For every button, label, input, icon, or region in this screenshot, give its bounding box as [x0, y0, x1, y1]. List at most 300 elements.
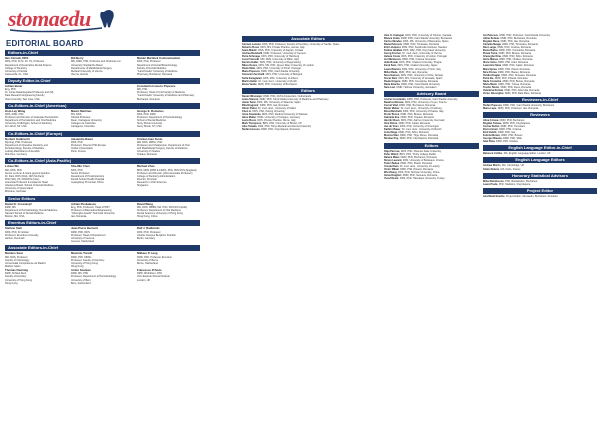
list-entry-name: Andrea Mombelli — [242, 52, 263, 56]
member-affiliation: DMD, MClinDent, PhD — [137, 272, 163, 276]
member-affiliation: University of Bern — [71, 278, 91, 282]
list-entry-name: Nicu Florea — [483, 70, 497, 74]
list-entry: Silvia Marin, DMD, PhD, Tulcea, Romania — [483, 82, 531, 86]
list-entry-name: Hans Muller — [242, 115, 257, 119]
list-entry: George Olteanu, DMD, PhD, Sibiu — [483, 137, 523, 141]
list-entry-name: Victor Mihail — [384, 167, 399, 171]
member-affiliation: and Maxillofacial Surgery, Faculty of Medicine — [137, 147, 188, 151]
list-entry-name: Kerstin Galler — [242, 61, 259, 65]
member-affiliation: Senior Professor — [71, 171, 90, 175]
list-entry: Rita Dragomir, DMD, PhD, Iasi, Romania — [242, 103, 289, 107]
section-header-advisory: Advisory Board — [384, 91, 479, 97]
member-entry — [71, 110, 134, 129]
list-entry: Ovidiu Dragan, DMD, PhD, Suceava, Romania — [483, 73, 536, 77]
list-entry-name: George Olteanu — [483, 137, 502, 141]
member-affiliation: Eng, PhD, Professor, Head of PMT — [71, 205, 110, 209]
member-name: George E. Romanos — [137, 109, 164, 113]
member-entry — [5, 252, 68, 268]
list-entry-name: Luca Francetti — [242, 58, 260, 62]
associate-editors-list — [242, 43, 374, 86]
member-affiliation: University of Queensland — [5, 187, 33, 191]
list-entry: Stefan Popescu, DMD, PhD, Carol Davila University, Bucharest — [483, 103, 555, 107]
list-entry-name: Mihai Dumitrescu — [483, 179, 504, 183]
list-entry: Emil Zamfir, DMD, PhD, Iasi — [483, 131, 516, 135]
list-entry: Ursula Klein, Dr. med. dent., University of Leipzig — [384, 164, 440, 168]
member-affiliation: Department of Restorative Dental Science — [5, 63, 52, 67]
list-entry-name: Flavia Toma — [483, 52, 498, 56]
member-entry — [137, 85, 200, 101]
column-associate-editors — [242, 34, 374, 131]
list-entry: Kenji Sato, DDS, PhD, Osaka University, Japan — [384, 64, 438, 68]
list-entry: Rebecca Collins, MA, English Language Editor, London, UK — [483, 152, 551, 156]
member-affiliation: College of Dentistry Administration — [137, 175, 176, 178]
member-affiliation: "Gheorghe Asachi" Technical University — [71, 212, 115, 216]
list-entry: Roberto Rossi, DDS, MS, Private Practice, Genoa, Italy — [242, 46, 305, 50]
list-entry-name: Florin Stoica — [384, 113, 400, 117]
list-entry: Ilinca Voicu, DMD, PhD, Arad, Romania — [483, 61, 528, 65]
list-entry-name: Ursula Klein — [384, 164, 399, 168]
member-affiliation: Director, Principal — [137, 178, 157, 182]
member-affiliation: Geneva, Switzerland — [71, 240, 95, 244]
list-entry: Georg Fischer, Dr. med. dent., University of Vienna — [384, 52, 442, 56]
list-entry: Ioana Stanciu, DMD, PhD, Carol Davila University of Medicine and Pharmacy — [242, 97, 329, 101]
list-entry-name: Olga Petrova — [384, 149, 400, 153]
list-entry-name: Diana Petrescu — [384, 43, 403, 47]
list-entry: Ion Petrescu, DMD, PhD, Professor, Carol Davila University — [483, 34, 550, 37]
list-entry: Laura Preda, PhD, Statistics, Cluj-Napoca — [483, 182, 531, 186]
list-entry-name: Claire Dubois — [483, 167, 500, 171]
list-entry-name: Raluca Matei — [384, 155, 400, 159]
list-entry-name: Elena Vasile — [242, 82, 257, 86]
member-affiliation: Dental School Health Hospital — [71, 178, 105, 182]
member-affiliation: Professor, Faculty of Dentistry — [71, 258, 105, 262]
list-entry: Carlos Mendez, DDS, MS, University of Barcelona, Spain — [384, 40, 449, 44]
list-entry: Claire Dubois, MA, Paris, France — [483, 167, 521, 171]
list-entry: Hans Muller, DMD, University of Cologne, Germany — [242, 115, 301, 119]
list-entry: Petra Schmage, DDS, PhD, University of Hamburg — [242, 55, 300, 59]
member-entry — [5, 227, 68, 243]
list-entry-name: Yusuf Demir — [384, 176, 399, 180]
list-entry-name: Nikos Donos — [242, 64, 258, 68]
member-affiliation: Stony Brook, NY, USA — [137, 125, 162, 129]
list-entry: Adina Serban, DMD, PhD, Bucharest, Romania — [483, 37, 537, 41]
column-reviewers — [483, 34, 597, 198]
list-entry-name: Ion Marinescu — [384, 58, 401, 62]
editors-list-2 — [384, 150, 479, 180]
member-affiliation: Periodontology, Faculty of Medicine — [5, 147, 45, 151]
section-header-deputy: Deputy Editor-in-Chief — [5, 78, 200, 84]
list-entry: Anna Kowalska, DDS, PhD, Medical University of Warsaw — [242, 112, 308, 116]
list-entry-name: Emil Zamfir — [483, 131, 497, 135]
senior-row — [5, 203, 200, 219]
member-affiliation: Ann Arbor, MI, USA — [5, 125, 27, 129]
member-affiliation: Charité Campus Benjamin Franklin — [137, 233, 176, 237]
list-entry-name: Adina Serban — [483, 37, 500, 41]
list-entry: Flavia Toma, DMD, PhD, Brasov, Romania — [483, 52, 531, 56]
member-affiliation: DMD, MS — [5, 205, 16, 209]
list-entry: Julia Novak, DDS, PhD, Charles University, Prague — [384, 61, 442, 65]
member-affiliation: Professor, Department of Periodontology — [71, 275, 117, 279]
reviewers-chief-list — [483, 104, 597, 110]
list-entry-name: Stefan Popescu — [483, 103, 502, 107]
section-header-editors: Editors — [242, 88, 374, 94]
member-affiliation: Oradea, Romania — [137, 153, 157, 157]
list-entry-name: Julia Novak — [384, 61, 398, 65]
list-entry: Nicolae Pop, DMD, PhD, Cluj-Napoca, Romania — [384, 137, 439, 141]
list-entry-name: Rita Dragomir — [242, 103, 259, 107]
list-entry-name: Radu Enache — [384, 82, 400, 86]
member-affiliation: Boston, MA, USA — [5, 215, 25, 219]
list-entry: Yusuf Demir, DDS, PhD, Hacettepe University, Turkey — [384, 176, 445, 180]
member-entry — [71, 227, 134, 243]
member-name: Bill Berry — [71, 57, 84, 60]
member-affiliation: Bucharest, Romania — [137, 97, 160, 101]
list-entry: Xenia Draghici, DMD, PhD, Suceava, Romania — [384, 173, 438, 177]
member-entry — [137, 203, 200, 219]
member-affiliation: Dental Sciences University of Hong Kong — [137, 212, 183, 216]
member-affiliation: Vliet University, San Jose, USA — [5, 97, 40, 101]
english-editors-list — [483, 164, 597, 170]
list-entry-name: Chen Li — [242, 109, 252, 113]
list-entry: Erik Lindqvist, DDS, PhD, Karolinska Institutet, Sweden — [384, 46, 448, 50]
member-affiliation: MD, DDS, MBBS, MA, PhD, FDS RCS (Edin) — [137, 205, 188, 209]
member-name: Jean-Pierre Bernard — [71, 227, 98, 231]
member-name: Li-Hua Wu — [5, 165, 19, 169]
list-entry: Henrik Olsen, DDS, PhD, Aarhus University, Denmark — [384, 119, 445, 123]
member-affiliation: München, Germany — [5, 153, 27, 157]
member-affiliation: DDS, PhD, Dr.hc, Dr. Hc, Professor — [5, 60, 45, 64]
list-entry-name: Mara Oprea — [483, 67, 497, 71]
member-name: Hom-Lay Wang — [5, 109, 26, 113]
member-affiliation: MD, DMD, PhD, Professor and Chairman em. — [71, 60, 122, 64]
list-entry-name: Martin Heller — [242, 79, 258, 83]
list-entry-name: Elena Barbu — [483, 49, 498, 53]
list-entry: Elena Vasile, DMD, PhD, University of Bucharest — [242, 82, 297, 86]
list-entry-name: Sara Levi — [384, 85, 396, 89]
list-entry-name: Mark Thompson — [242, 122, 262, 126]
list-entry: Maria Lupu, DMD, PhD, Professor, Iasi, Romania — [483, 106, 539, 110]
member-affiliation: DDS, MSD, PhD — [5, 113, 24, 117]
member-name: Daniel E. Grosskopf — [5, 202, 32, 206]
list-entry-name: Irina Dobre — [384, 122, 398, 126]
section-header-senior: Senior Editors — [5, 196, 200, 202]
advisory-board-list — [384, 98, 479, 141]
section-header-assoc-eic: Associate Editors-in-Chief — [5, 245, 200, 251]
list-entry: Carmen Lozano, DDS, PhD, Professor, Faculty of Dentistry, University of Seville, Spain — [242, 43, 340, 46]
member-affiliation: Department of Periodontology, Dental Medicine — [5, 209, 58, 213]
list-entry: Radu Costache, DMD, PhD, Buzau, Romania — [483, 79, 535, 83]
member-affiliation: University of Hong Kong — [5, 278, 32, 282]
list-entry: Florin Stoica, DMD, PhD, Brasov, Romania — [384, 113, 433, 117]
member-affiliation: Departments of Maxillofacial Surgery — [71, 66, 112, 70]
member-affiliation: Professor, Emeritus University — [5, 233, 39, 237]
member-affiliation: College of Dentistry — [5, 66, 27, 70]
list-entry-name: Corina Stefan — [483, 125, 500, 129]
eic-row — [5, 57, 200, 76]
statistical-advisors-list — [483, 180, 597, 186]
member-affiliation: Brisbane, Australia — [5, 190, 26, 194]
list-entry: Javier Sanz, DDS, MS, University of Valencia, Spain — [242, 100, 301, 104]
list-entry-name: Iulia Pana — [483, 140, 495, 144]
list-entry-name: Petra Schmage — [242, 55, 261, 59]
list-entry: Luca Francetti, MD, DDS, University of Milan, Italy — [242, 58, 299, 62]
list-entry: Nikos Donos, DDS, MS, PhD, Queen Mary University of London — [242, 64, 314, 68]
list-entry: Mark Thompson, BDS, PhD, University of Bristol, UK — [242, 122, 302, 126]
member-entry — [137, 252, 200, 268]
list-entry-name: Silvia Marin — [483, 82, 497, 86]
member-affiliation: "Carol Davila" University of Medicine — [137, 69, 178, 73]
member-affiliation: MD, PhD — [137, 88, 148, 92]
member-entry — [5, 85, 68, 101]
list-entry-name: Anna Kowalska — [242, 112, 261, 116]
list-entry: Sara Levi, DMD, Hebrew University, Jerusalem — [384, 85, 437, 89]
member-affiliation: University of Oradea — [137, 150, 160, 154]
list-entry: Victor Mihail, DMD, PhD, Ploiesti, Romania — [384, 167, 434, 171]
member-name: David Wang — [137, 202, 153, 206]
list-entry: Gheorghe Dinu, DMD, PhD, Sibiu, Romania — [483, 55, 533, 59]
section-header-eic: Editors-in-Chief — [5, 50, 200, 56]
section-header-associate: Associate Editors — [242, 36, 374, 42]
member-affiliation: DMD, PhD, DDS — [71, 230, 90, 234]
list-entry: Mara Oprea, DMD, PhD, Pitesti, Romania — [483, 67, 530, 71]
list-entry: Dieter Weber, Dr. med. dent., University of Freiburg — [384, 106, 442, 110]
section-header-statistical: Honorary Statistical Advisors — [483, 173, 597, 179]
list-entry-name: Xenia Draghici — [384, 173, 402, 177]
list-entry: Simon Laurent, DDS, University of Bordeaux, France — [384, 158, 444, 162]
list-entry-name: Gabriela Ene — [384, 116, 400, 120]
member-affiliation: PhD (Sid), Ph, FRACDS (Inter) — [5, 178, 40, 182]
section-header-europe: Co-Editors-in-Chief (Europe) — [5, 131, 200, 137]
list-entry-name: Felicia Moraru — [483, 134, 500, 138]
editors-list — [242, 95, 374, 132]
list-entry-name: Laura Preda — [483, 182, 498, 186]
member-entry — [71, 165, 134, 193]
member-affiliation: University Hospital De Basel — [71, 63, 103, 67]
list-entry-name: Gheorghe Dinu — [483, 55, 502, 59]
member-entry — [137, 138, 200, 157]
member-affiliation: University of Geneva — [71, 236, 95, 240]
list-entry: Mihai Dumitrescu, PhD, Biostatistics, Bucharest — [483, 179, 538, 183]
list-entry-name: Peter Walsh — [384, 152, 399, 156]
list-entry-name: Erik Lindqvist — [384, 46, 401, 50]
member-affiliation: Berlin, Germany — [137, 236, 156, 240]
member-entry — [137, 165, 200, 193]
section-header-reviewers: Reviewers — [483, 112, 597, 118]
member-entry — [71, 269, 134, 285]
member-affiliation: DMD, PhD, MMSc — [71, 255, 92, 259]
member-affiliation: DMD, PhD, Professor Emeritus — [137, 255, 172, 259]
member-affiliation: Medical University of Vienna — [71, 69, 103, 73]
member-affiliation: Professor, Department of Periodontology — [137, 116, 183, 120]
member-name: Michael Zhao — [137, 165, 155, 169]
english-chief-list — [483, 152, 597, 155]
member-entry — [5, 57, 68, 76]
member-affiliation: DMD, MS, PhD — [71, 272, 89, 276]
list-entry: Alex G. Cadogan, DDS, PhD, University of Toronto, Canada — [384, 34, 452, 37]
member-affiliation: Pharmacy, Bucharest, Romania — [137, 72, 173, 76]
member-affiliation: Aarhus, Denmark — [5, 236, 25, 240]
list-entry-name: Andrew Morris — [483, 164, 501, 168]
member-affiliation: MS, DDS — [71, 113, 82, 117]
list-entry: Valentina Roman, DMD, PhD, Alba Iulia, Romania — [483, 88, 540, 92]
list-entry-name: Radu Costache — [483, 79, 502, 83]
member-name: Norbert Gutknecht — [5, 137, 30, 141]
list-entry: Bianca Ionita, DMD, PhD, Carol Davila University, Bucharest — [384, 37, 453, 41]
member-name: Shu-Min Chen — [71, 165, 90, 169]
member-affiliation: University of Hong Kong — [71, 261, 98, 265]
member-affiliation: Data Research Engineering Faculty — [5, 94, 45, 98]
list-entry-name: Wei Zhang — [384, 170, 397, 174]
member-affiliation: MD, DDS, MMSc, PhD — [137, 140, 163, 144]
list-entry-name: Paula Grigore — [384, 79, 401, 83]
member-affiliation: Iasi, Romania — [71, 215, 87, 219]
member-name: Thomas Flemmig — [5, 268, 29, 272]
list-entry: Bogdan Rusu, DMD, PhD, Iasi, Romania — [483, 40, 530, 44]
member-entry — [137, 57, 200, 76]
list-entry: Monica Stan, DMD, PhD, Tirgu Mures, Romania — [384, 134, 439, 138]
list-entry-name: Henrik Olsen — [384, 119, 400, 123]
logo-wordmark: stomaedu — [8, 6, 91, 31]
member-name: Alexandre Ravel — [71, 137, 93, 141]
list-entry: Bogdan Tanase, DMD, PhD, Cluj-Napoca — [483, 122, 530, 126]
list-entry: Fatima Haddad, BDS, MSc, PhD, King Saud University — [384, 49, 446, 53]
member-entry — [5, 110, 68, 129]
member-affiliation: Harvard School of Dental Medicine — [5, 212, 44, 216]
assoc-eic-row-1 — [5, 252, 200, 268]
list-entry-name: Laura Bianchi — [384, 67, 401, 71]
member-affiliation: Clinical Professor — [71, 116, 91, 120]
member-affiliation: Berne, Switzerland — [137, 261, 158, 265]
stomaedu-logo-graphic — [6, 4, 126, 36]
member-entry — [5, 203, 68, 219]
list-entry: Wei Zhang, DDS, PhD, Sichuan University, China — [384, 170, 440, 174]
list-entry-name: Alina Cristea — [483, 119, 499, 123]
member-affiliation: Bern, Switzerland — [71, 281, 91, 285]
list-entry: Ion Marinescu, DMD, PhD, Craiova, Romania — [384, 58, 436, 62]
list-entry: Nicu Florea, DMD, PhD, Bacau, Romania — [483, 70, 530, 74]
list-entry: Radu Enache, DMD, PhD, Carol Davila University — [384, 82, 440, 86]
list-entry: Irina Dobre, DMD, PhD, Galati, Romania — [384, 122, 430, 126]
stomaedu-logo[interactable] — [6, 4, 126, 36]
member-name: Adrian Buzar — [5, 84, 23, 88]
list-entry-name: Bogdan Tanase — [483, 122, 502, 126]
list-entry: Mihai Radu, DMD, PhD, Iasi, Romania — [384, 70, 428, 74]
list-entry: Daniel Wismeijer, DMD, PhD, ACTA Amsterdam, Netherlands — [242, 94, 312, 98]
list-entry-name: Ion Petrescu — [483, 34, 499, 37]
member-affiliation: DDS, PhD, DMD — [137, 113, 156, 117]
member-affiliation: Hong Kong — [5, 281, 18, 285]
list-entry: Cornel Vlad, DMD, PhD, Bucharest, Romania — [384, 103, 436, 107]
member-affiliation: Eng, PhD — [5, 88, 16, 92]
list-entry-name: Cornel Vlad — [384, 103, 398, 107]
list-entry: Camelia Neagu, DMD, PhD, Timisoara, Romania — [483, 43, 538, 47]
list-entry: Ivana Miletic, DDS, PhD, University of Zagreb, Croatia — [242, 49, 304, 53]
assoc-eic-row-2 — [5, 269, 200, 285]
list-entry: Alina Cristea, DMD, PhD, Bucharest — [483, 119, 525, 123]
member-affiliation: DDS, PhD, Professor — [137, 60, 161, 64]
list-entry: Andrea Mombelli, DMD, Professor, University of Geneva — [242, 52, 306, 56]
list-entry: Martin Heller, Dr. med. dent., University of Zurich — [242, 79, 298, 83]
list-entry: Peter Walsh, BDS, PhD, Trinity College Dublin — [384, 152, 437, 156]
member-affiliation: Faculty of Dentistry — [5, 275, 27, 279]
member-name: Anton Sculean — [71, 268, 91, 272]
member-name: Niklaus P. Lang — [137, 252, 158, 256]
list-entry-name: Roberto Rossi — [242, 46, 260, 50]
member-affiliation: Professor, Director PhD Europe — [71, 144, 107, 148]
list-entry-name: Dorin Avram — [483, 128, 498, 132]
member-affiliation: Professor and Director (Joint Associate Professor) — [137, 171, 193, 175]
list-entry-name: Maria Lupu — [483, 106, 497, 110]
list-entry-name: Rebecca Collins — [483, 152, 503, 156]
list-entry-name: Ovidiu Dragan — [483, 73, 501, 77]
list-entry-name: Georg Fischer — [384, 52, 401, 56]
member-affiliation: Professor, Head of Unit Faculty of Medicine — [137, 91, 186, 95]
list-entry-name: Valentina Roman — [483, 88, 504, 92]
list-entry-name: Jan de Vries — [384, 125, 399, 129]
emeritus-row — [5, 227, 200, 243]
list-entry: Laura Bianchi, DDS, PhD, University of Turin, Italy — [384, 67, 441, 71]
member-affiliation: Colleges de Colombia — [71, 122, 96, 126]
member-affiliation: Institut Universitaire — [71, 147, 93, 151]
list-entry-name: Alex G. Cadogan — [384, 34, 405, 37]
list-entry: Andrei Constantin, DMD, PhD, Professor, Carol Davila University — [384, 97, 458, 101]
member-affiliation: Professor, Head of Department — [71, 233, 106, 237]
member-affiliation: Professor, Department of Oral Medicine — [137, 209, 181, 213]
list-entry: Olga Petrova, DDS, PhD, Moscow State University — [384, 149, 442, 153]
list-entry-name: Carmen Lozano — [242, 43, 261, 46]
list-entry-name: Helena Costa — [384, 55, 400, 59]
member-name: Mauro Martinez — [71, 109, 92, 113]
list-entry-name: Aiko Tanaka — [242, 125, 257, 129]
member-affiliation: School of Dental Medicine — [137, 119, 167, 123]
list-entry-name: Horia Manea — [483, 58, 498, 62]
member-name: Constantin Ionescu Popescu — [137, 84, 176, 88]
list-entry-name: Petra Ilie — [483, 76, 494, 80]
list-entry-name: Camelia Neagu — [483, 43, 501, 47]
member-affiliation: University of Berne — [137, 258, 159, 262]
list-entry: Stefan Ionescu, DMD, PhD, Cluj-Napoca, Romania — [242, 128, 300, 132]
member-affiliation: Cartagena, Colombia — [71, 125, 95, 129]
list-entry: Aiko Tanaka, DDS, PhD, Tokyo Medical and Dental University — [242, 125, 312, 129]
member-entry — [137, 269, 200, 285]
member-affiliation: Associate Professor & Academic Head — [5, 181, 48, 185]
member-affiliation: Dr. Jonas Dataintegrated Professor and (M) — [5, 91, 54, 95]
list-entry: Dan Lungu, DMD, PhD, Craiova, Romania — [483, 46, 531, 50]
member-affiliation: Guangdong Provincial, China — [71, 181, 104, 185]
list-entry-name: Ivana Miletic — [242, 49, 257, 53]
member-affiliation: Department of Dental Biotechnology — [137, 63, 178, 67]
list-entry-name: Stefan Ionescu — [242, 128, 260, 132]
member-entry — [71, 57, 134, 76]
list-entry: Laurentiu Sima, DMD, PhD, Galati, Romania — [483, 64, 534, 68]
list-entry: Ana Maria Enache, Project Editor, Stomaedu, Bucharest, Romania — [483, 194, 558, 198]
list-entry-name: Kathrin Bauer — [384, 128, 401, 132]
list-entry: Iulia Pana, DMD, PhD, Oradea — [483, 140, 518, 144]
member-entry — [71, 203, 134, 219]
member-affiliation: MD, DDS, PhD — [5, 168, 22, 172]
list-entry: Liviu Moga, DMD, PhD, Sibiu, Romania — [384, 131, 429, 135]
member-affiliation: DDS, PhD — [71, 140, 83, 144]
member-affiliation: DDS, PhD, Professor — [137, 230, 161, 234]
asia-pacific-row — [5, 165, 200, 193]
member-affiliation: Research in Oral Sciences — [137, 181, 167, 185]
list-entry-name: Maria Popescu — [242, 70, 260, 74]
list-entry: Raluca Matei, DMD, PhD, Bucharest, Romania — [384, 155, 437, 159]
member-affiliation: Faculty of Dental Medicine — [137, 66, 167, 70]
project-editor-list — [483, 195, 597, 198]
list-entry: Jan de Vries, DDS, PhD, University of Groningen — [384, 125, 440, 129]
member-affiliation: UCL Eastman Dental Institute — [137, 275, 170, 279]
